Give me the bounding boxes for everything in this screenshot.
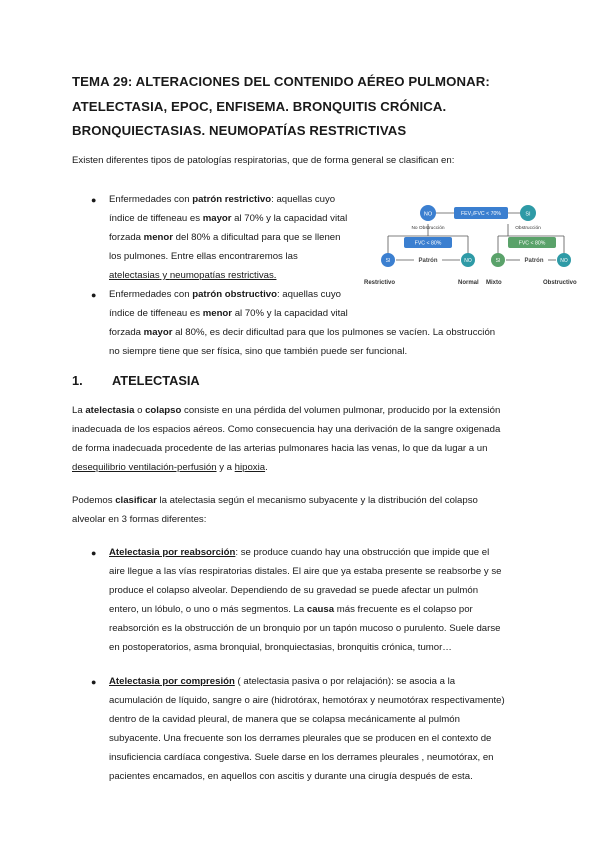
diagram-connectors: [388, 213, 564, 260]
title-line-2: ATELECTASIA, EPOC, ENFISEMA. BRONQUITIS CRÓNICA.: [72, 98, 447, 114]
compresion-line-6: pacientes encamados, en aquellos con ascitis y durante una cirugía después de esta.: [109, 771, 473, 782]
bullet-dot-icon: ●: [91, 195, 97, 205]
def-line-2: inadecuada de los espacios aéreos. Como consecuencia hay una derivación de la sangre oxigenada: [72, 424, 501, 435]
spirometry-diagram: [364, 196, 590, 292]
title-line-3: BRONQUIECTASIAS. NEUMOPATÍAS RESTRICTIVAS: [72, 123, 407, 138]
label-no-obstruccion: No Obstrucción: [411, 226, 445, 231]
label-normal: Normal: [458, 280, 479, 286]
restrictive-line-2: índice de tiffeneau es mayor al 70% y la capacidad vital: [109, 213, 348, 224]
link-atelectasias: atelectasias: [109, 270, 160, 281]
label-obstructivo: Obstructivo: [543, 280, 577, 286]
bullet-dot-icon: ●: [91, 290, 97, 300]
obstructive-line-4: no siempre tiene que ser física, sino que también puede ser funcional.: [109, 346, 408, 357]
restrictive-line-3: forzada menor del 80% a dificultad para que se llenen: [109, 232, 341, 243]
node-si-right-label: SI: [495, 258, 501, 264]
label-obstruccion: Obstrucción: [515, 226, 541, 231]
box-fvc-right-label: FVC < 80%: [518, 240, 546, 247]
bullet-dot-icon: ●: [91, 548, 97, 558]
reabsorcion-line-6: en postoperatorios, asma bronquial, bronquiectasias, bronquitis crónica, tumor…: [109, 642, 452, 653]
classify-line-1: Podemos clasificar la atelectasia según el mecanismo subyacente y la distribución del colapso: [72, 495, 478, 506]
compresion-line-4: subyacente. Una frecuente son los derrames pleurales que se producen en el contexto de: [109, 733, 492, 744]
node-no-right-label: NO: [560, 258, 568, 264]
section-title: ATELECTASIA: [112, 373, 200, 388]
reabsorcion-line-2: aire llegue a las vías respiratorias distales. El aire que ya estaba presente se reabsorbe y se: [109, 566, 502, 577]
label-patron-left: Patrón: [418, 258, 438, 264]
link-desequilibrio: desequilibrio ventilación-perfusión: [72, 462, 217, 473]
node-no-left-label: NO: [464, 258, 472, 264]
reabsorcion-line-1: Atelectasia por reabsorción: se produce cuando hay una obstrucción que impide que el: [109, 547, 490, 558]
box-fvc-left-label: FVC < 80%: [414, 240, 442, 247]
title-line-1: TEMA 29: ALTERACIONES DEL CONTENIDO AÉREO PULMONAR:: [72, 74, 490, 89]
compresion-line-3: dentro de la cavidad pleural, de manera que se colapsa mecánicamente al pulmón: [109, 714, 460, 725]
classify-line-2: alveolar en 3 formas diferentes:: [72, 514, 207, 525]
obstructive-line-3: forzada mayor al 80%, es decir dificultad para que los pulmones se vacíen. La obstrucción: [109, 327, 496, 338]
def-line-1: La atelectasia o colapso consiste en una pérdida del volumen pulmonar, producido por la extensión: [72, 405, 501, 416]
intro-paragraph: Existen diferentes tipos de patologías respiratorias, que de forma general se clasifican en:: [72, 155, 455, 166]
reabsorcion-line-5: reabsorción es la obstrucción de un bronquio por un tapón mucoso o purulento. Suele darse: [109, 623, 501, 634]
node-no-top-label: NO: [423, 211, 433, 218]
document-title: [72, 70, 542, 144]
bullet-dot-icon: ●: [91, 677, 97, 687]
label-mixto: Mixto: [486, 280, 502, 286]
def-line-3: de forma inadecuada procedente de las arterias pulmonares hacia las venas, lo que da lugar a un: [72, 443, 488, 454]
obstructive-line-2: índice de tiffeneau es menor al 70% y la capacidad vital: [109, 308, 348, 319]
label-patron-right: Patrón: [524, 258, 544, 264]
reabsorcion-line-3: produce el colapso alveolar. Dependiendo de su gravedad se puede afectar un pulmón: [109, 585, 479, 596]
restrictive-line-5: atelectasias y neumopatías restrictivas.: [109, 270, 277, 281]
obstructive-line-1: Enfermedades con patrón obstructivo: aquellas cuyo: [109, 289, 341, 300]
link-neumopatias: neumopatías restrictivas.: [169, 270, 277, 281]
reabsorcion-line-4: entero, un lóbulo, o uno o más segmentos. La causa más frecuente es el colapso por: [109, 604, 473, 615]
restrictive-line-1: Enfermedades con patrón restrictivo: aquellas cuyo: [109, 194, 336, 205]
diagram-svg: [364, 196, 590, 292]
node-si-left-label: SI: [385, 258, 391, 264]
restrictive-line-4: los pulmones. Entre ellas encontraremos las: [109, 251, 298, 262]
section-number: 1.: [72, 373, 83, 388]
node-si-top-label: SI: [525, 211, 531, 218]
compresion-line-1: Atelectasia por compresión ( atelectasia pasiva o por relajación): se asocia a la: [109, 676, 456, 687]
compresion-line-5: insuficiencia cardíaca congestiva. Suele darse en los derrames pleurales , neumotórax, en: [109, 752, 494, 763]
section-heading: [72, 373, 200, 388]
box-fev-fvc-label: FEV₁/FVC < 70%: [461, 211, 501, 217]
link-hipoxia: hipoxia: [234, 462, 266, 473]
label-restrictivo: Restrictivo: [364, 280, 396, 286]
compresion-line-2: acumulación de líquido, sangre o aire (hidrotórax, hemotórax y neumotórax respectivamente): [109, 695, 505, 706]
def-line-4: desequilibrio ventilación-perfusión y a hipoxia.: [72, 462, 268, 473]
